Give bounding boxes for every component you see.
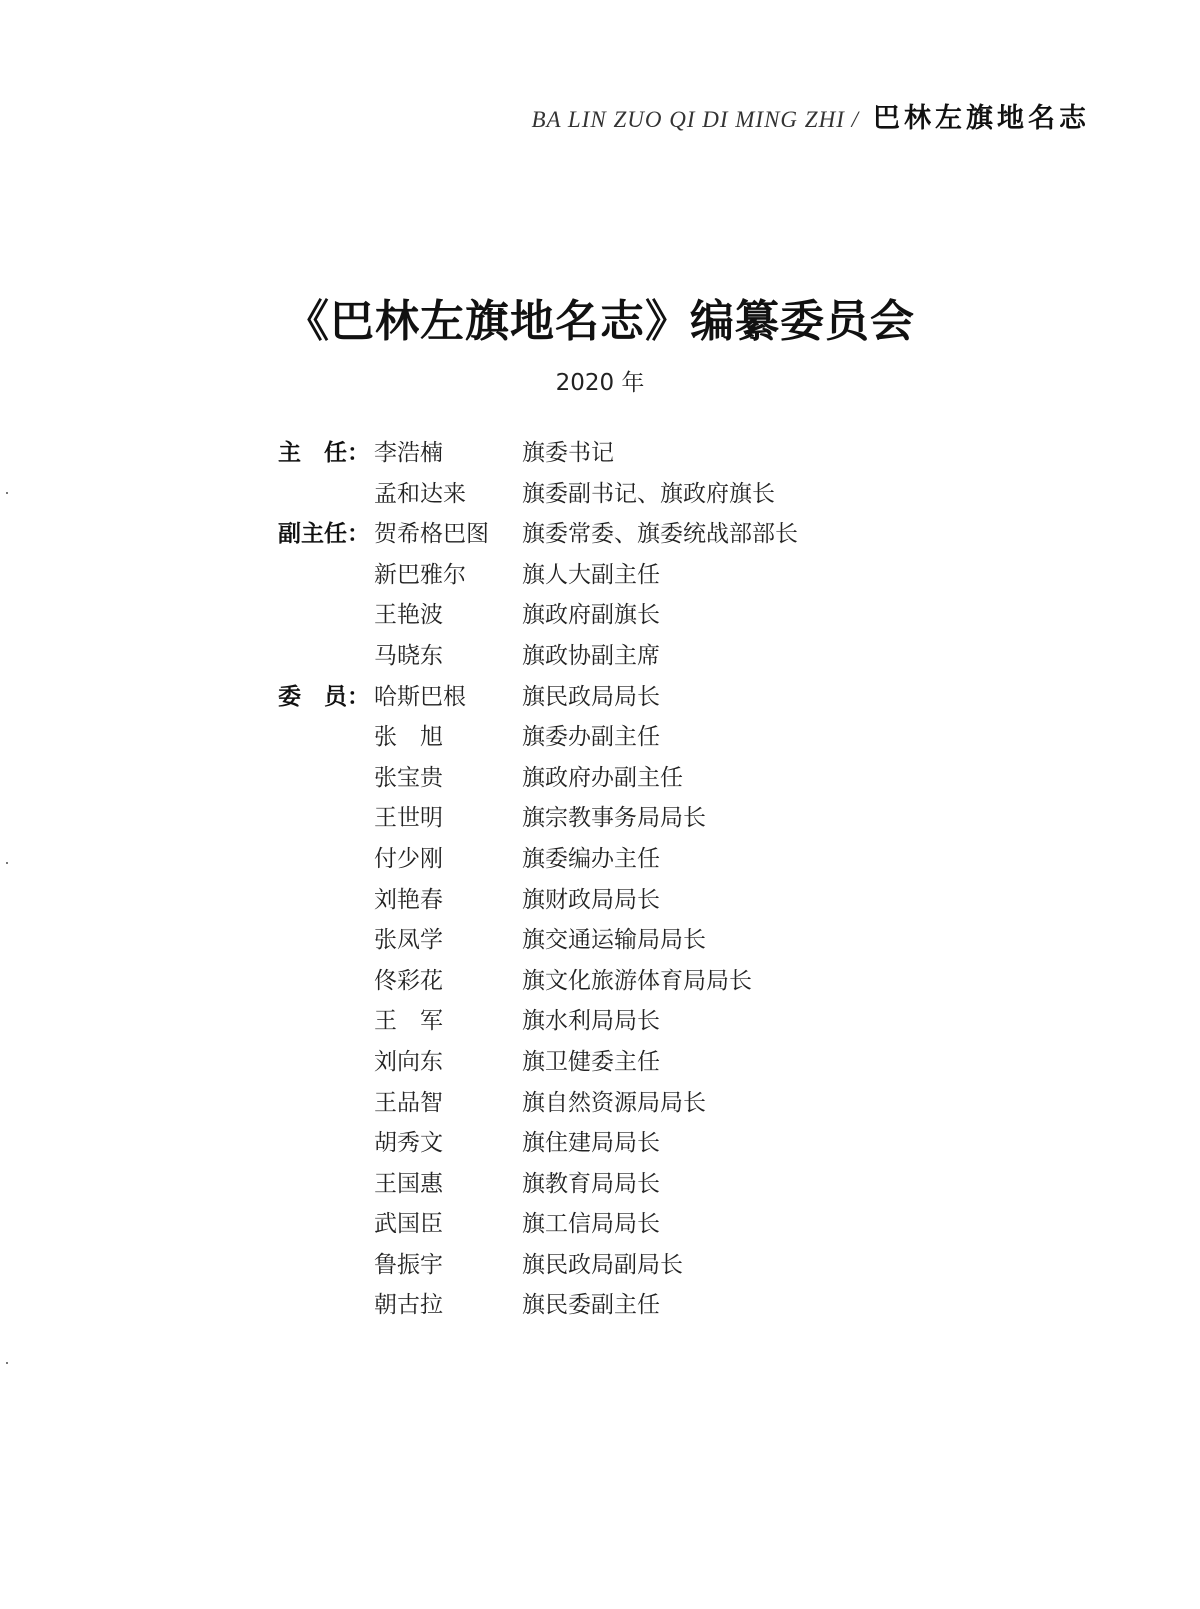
scan-margin-mark (6, 862, 8, 864)
roster-row (278, 440, 1078, 481)
roster-member-name: 新巴雅尔 (374, 561, 466, 588)
roster-row (278, 1292, 1078, 1333)
scan-margin-mark (6, 492, 8, 494)
roster-member-post: 旗水利局局长 (522, 1008, 660, 1035)
roster-row (278, 1252, 1078, 1293)
roster-member-post: 旗委编办主任 (522, 845, 660, 872)
roster-row (278, 602, 1078, 643)
roster-row (278, 684, 1078, 725)
roster-member-post: 旗委常委、旗委统战部部长 (522, 521, 798, 548)
roster-member-post: 旗委副书记、旗政府旗长 (522, 480, 775, 507)
roster-member-post: 旗文化旅游体育局局长 (522, 967, 752, 994)
roster-role-label: 主 任： (278, 440, 370, 466)
roster-row (278, 887, 1078, 928)
roster-member-name: 张凤学 (374, 927, 443, 954)
roster-row (278, 521, 1078, 562)
roster-row (278, 1211, 1078, 1252)
roster-member-name: 佟彩花 (374, 967, 443, 994)
roster-row (278, 562, 1078, 603)
roster-row (278, 846, 1078, 887)
running-header-book-title: 巴林左旗地名志 (873, 103, 1090, 134)
running-header-pinyin: BA LIN ZUO QI DI MING ZHI / (531, 107, 859, 132)
roster-member-name: 朝古拉 (374, 1292, 443, 1319)
roster-member-post: 旗工信局局长 (522, 1211, 660, 1238)
roster-member-post: 旗财政局局长 (522, 886, 660, 913)
roster-member-post: 旗民政局局长 (522, 683, 660, 710)
page-title: 《巴林左旗地名志》编纂委员会 (285, 296, 915, 347)
roster-row (278, 1008, 1078, 1049)
roster-member-post: 旗住建局局长 (522, 1130, 660, 1157)
roster-member-name: 孟和达来 (374, 480, 466, 507)
roster-row (278, 643, 1078, 684)
roster-row (278, 724, 1078, 765)
roster-member-name: 马晓东 (374, 642, 443, 669)
roster-row (278, 805, 1078, 846)
roster-member-post: 旗委办副主任 (522, 724, 660, 751)
roster-member-post: 旗民政局副局长 (522, 1251, 683, 1278)
roster-member-post: 旗委书记 (522, 440, 614, 466)
roster-member-name: 李浩楠 (374, 440, 443, 466)
roster-member-post: 旗卫健委主任 (522, 1048, 660, 1075)
roster-member-name: 刘向东 (374, 1048, 443, 1075)
roster-member-post: 旗政协副主席 (522, 642, 660, 669)
roster-member-name: 王国惠 (374, 1170, 443, 1197)
roster-member-post: 旗政府副旗长 (522, 602, 660, 629)
roster-member-name: 武国臣 (374, 1211, 443, 1238)
roster-member-name: 付少刚 (374, 845, 443, 872)
roster-member-post: 旗宗教事务局局长 (522, 805, 706, 832)
roster-row (278, 765, 1078, 806)
roster-member-name: 张宝贵 (374, 764, 443, 791)
roster-member-name: 王品智 (374, 1089, 443, 1116)
roster-row (278, 1171, 1078, 1212)
roster-member-name: 哈斯巴根 (374, 683, 466, 710)
roster-row (278, 968, 1078, 1009)
roster-row (278, 1130, 1078, 1171)
roster-role-label: 副主任： (278, 521, 370, 548)
roster-member-post: 旗政府办副主任 (522, 764, 683, 791)
roster-row (278, 481, 1078, 522)
roster-member-post: 旗人大副主任 (522, 561, 660, 588)
scan-margin-mark (6, 1362, 8, 1364)
roster-member-name: 贺希格巴图 (374, 521, 489, 548)
roster-role-label: 委 员： (278, 683, 370, 710)
roster-member-name: 刘艳春 (374, 886, 443, 913)
roster-member-name: 鲁振宇 (374, 1251, 443, 1278)
roster-member-post: 旗交通运输局局长 (522, 927, 706, 954)
roster-row (278, 927, 1078, 968)
roster-row (278, 1090, 1078, 1131)
roster-member-post: 旗民委副主任 (522, 1292, 660, 1319)
roster-member-post: 旗教育局局长 (522, 1170, 660, 1197)
roster-member-name: 王 军 (374, 1008, 443, 1035)
roster-member-name: 王艳波 (374, 602, 443, 629)
committee-roster (278, 440, 1078, 1333)
roster-member-post: 旗自然资源局局长 (522, 1089, 706, 1116)
roster-member-name: 王世明 (374, 805, 443, 832)
page-year: 2020 年 (555, 370, 645, 396)
roster-member-name: 张 旭 (374, 724, 443, 751)
roster-member-name: 胡秀文 (374, 1130, 443, 1157)
running-header (532, 96, 1091, 135)
roster-row (278, 1049, 1078, 1090)
